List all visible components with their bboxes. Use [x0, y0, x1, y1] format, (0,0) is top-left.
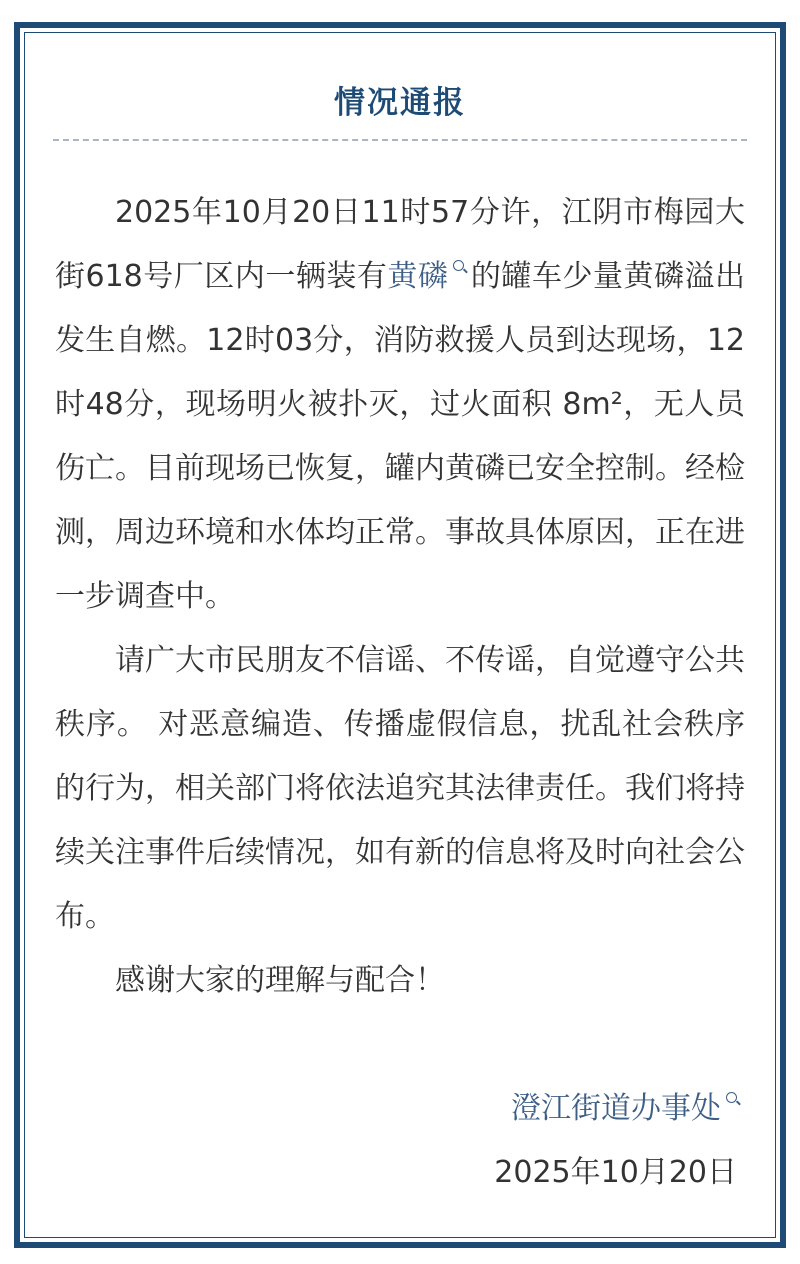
paragraph-appeal: 请广大市民朋友不信谣、不传谣，自觉遵守公共秩序。 对恶意编造、传播虚假信息，扰乱社会秩序的行为，相关部门将依法追究其法律责任。我们将持续关注事件后续情况，如有新的信息将及时向社会公布。	[55, 643, 745, 934]
search-icon[interactable]	[453, 260, 464, 271]
notice-title: 情况通报	[334, 85, 466, 121]
paragraph-incident-part2: 的罐车少量黄磷溢出发生自燃。12时03分，消防救援人员到达现场，12时48分，现场明火被扑灭，过火面积 8m²，无人员伤亡。目前现场已恢复，罐内黄磷已安全控制。经检测，周边环境和水体均正常。事故具体原因，正在进一步调查中。	[55, 259, 746, 614]
paragraph-incident-part1: 2025年10月20日11时57分许，江阴市梅园大街618号厂区内一辆装有	[55, 195, 745, 294]
paragraph-thanks: 感谢大家的理解与配合！	[115, 963, 445, 998]
search-link-yellow-phosphorus[interactable]: 黄磷	[387, 259, 449, 294]
title-divider	[53, 139, 747, 141]
paragraph-incident	[55, 181, 745, 629]
signature-date: 2025年10月20日	[494, 1155, 737, 1190]
search-link-organization[interactable]: 澄江街道办事处	[511, 1091, 721, 1126]
notice-body	[55, 181, 745, 1013]
notice-inner-border	[24, 32, 776, 1238]
signature-organization-row	[494, 1077, 737, 1141]
notice-frame	[14, 22, 786, 1248]
search-icon[interactable]	[726, 1092, 737, 1103]
signature-block	[494, 1077, 737, 1205]
